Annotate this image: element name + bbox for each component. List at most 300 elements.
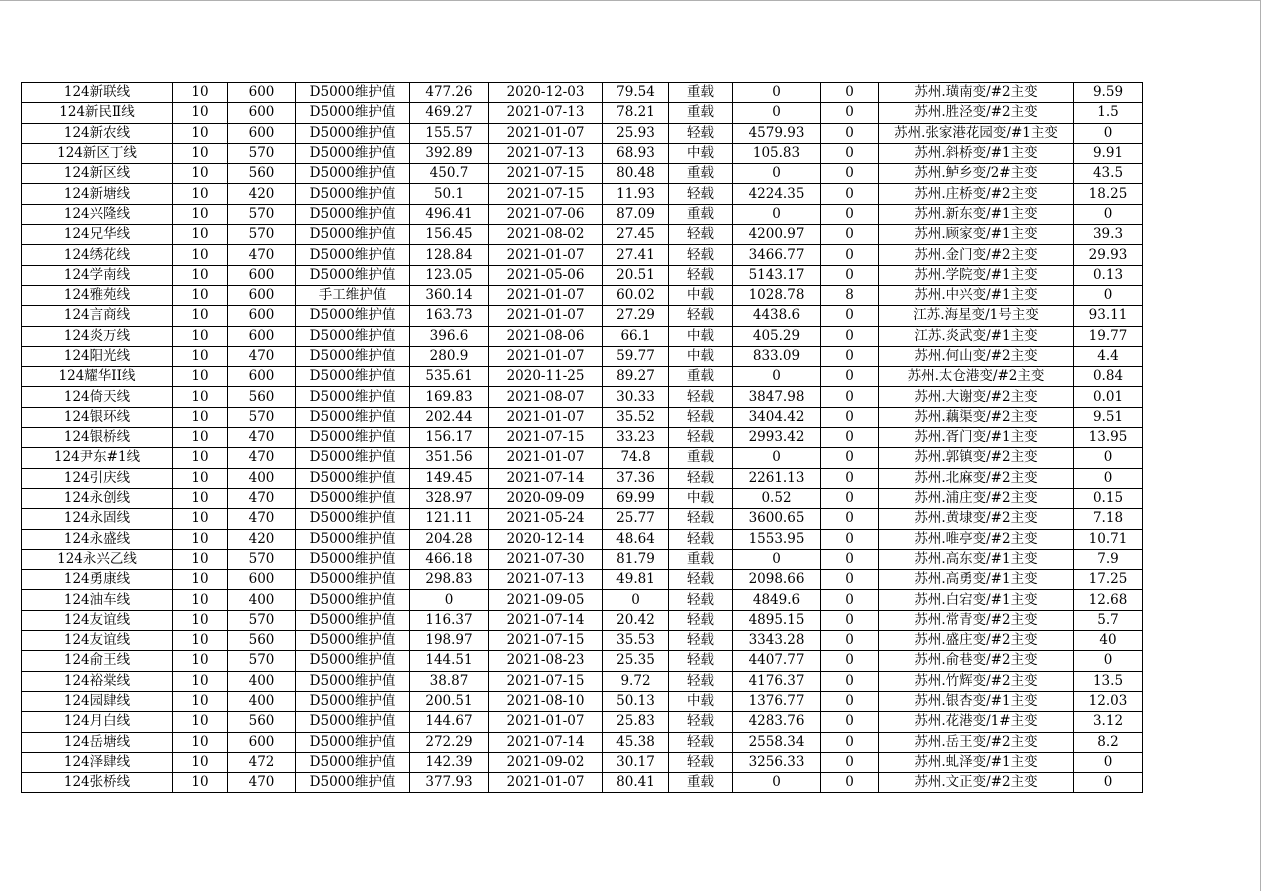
current-cell: 298.83 <box>410 570 489 590</box>
rated-current-cell: 600 <box>228 83 296 103</box>
load-status-cell: 轻载 <box>669 610 733 630</box>
transformer-cell: 苏州.岳王变/#2主变 <box>879 732 1074 752</box>
table-row <box>22 549 1143 569</box>
line-name-cell: 124新塘线 <box>22 184 173 204</box>
transformer-cell: 苏州.北麻变/#2主变 <box>879 468 1074 488</box>
voltage-cell: 10 <box>173 387 228 407</box>
current-cell: 128.84 <box>410 245 489 265</box>
current-cell: 469.27 <box>410 103 489 123</box>
last-value-cell: 0 <box>1074 773 1143 793</box>
spare-capacity-cell: 2993.42 <box>733 428 821 448</box>
load-status-cell: 轻载 <box>669 671 733 691</box>
source-cell: D5000维护值 <box>296 225 410 245</box>
line-name-cell: 124永创线 <box>22 488 173 508</box>
rated-current-cell: 600 <box>228 123 296 143</box>
load-rate-cell: 25.93 <box>603 123 669 143</box>
rated-current-cell: 600 <box>228 732 296 752</box>
line-name-cell: 124新民Ⅱ线 <box>22 103 173 123</box>
count-cell: 0 <box>821 204 879 224</box>
table-row <box>22 529 1143 549</box>
date-cell: 2021-01-07 <box>489 285 603 305</box>
voltage-cell: 10 <box>173 164 228 184</box>
last-value-cell: 17.25 <box>1074 570 1143 590</box>
load-status-cell: 轻载 <box>669 752 733 772</box>
table-row <box>22 712 1143 732</box>
source-cell: D5000维护值 <box>296 346 410 366</box>
load-status-cell: 轻载 <box>669 245 733 265</box>
count-cell: 0 <box>821 590 879 610</box>
load-status-cell: 重载 <box>669 83 733 103</box>
load-status-cell: 轻载 <box>669 631 733 651</box>
transformer-cell: 江苏.海星变/1号主变 <box>879 306 1074 326</box>
last-value-cell: 0.01 <box>1074 387 1143 407</box>
transformer-cell: 苏州.浦庄变/#2主变 <box>879 488 1074 508</box>
last-value-cell: 13.95 <box>1074 428 1143 448</box>
last-value-cell: 0 <box>1074 123 1143 143</box>
count-cell: 0 <box>821 671 879 691</box>
voltage-cell: 10 <box>173 631 228 651</box>
transformer-cell: 苏州.鲈乡变/2#主变 <box>879 164 1074 184</box>
source-cell: D5000维护值 <box>296 448 410 468</box>
line-name-cell: 124阳光线 <box>22 346 173 366</box>
line-name-cell: 124永盛线 <box>22 529 173 549</box>
load-rate-cell: 27.45 <box>603 225 669 245</box>
spare-capacity-cell: 0 <box>733 83 821 103</box>
transformer-cell: 苏州.白宕变/#1主变 <box>879 590 1074 610</box>
rated-current-cell: 400 <box>228 671 296 691</box>
transformer-cell: 苏州.高东变/#1主变 <box>879 549 1074 569</box>
current-cell: 200.51 <box>410 691 489 711</box>
spare-capacity-cell: 105.83 <box>733 143 821 163</box>
last-value-cell: 93.11 <box>1074 306 1143 326</box>
load-status-cell: 重载 <box>669 164 733 184</box>
count-cell: 0 <box>821 306 879 326</box>
transformer-cell: 苏州.藕渠变/#2主变 <box>879 407 1074 427</box>
spare-capacity-cell: 3466.77 <box>733 245 821 265</box>
rated-current-cell: 600 <box>228 285 296 305</box>
rated-current-cell: 570 <box>228 549 296 569</box>
last-value-cell: 0.15 <box>1074 488 1143 508</box>
rated-current-cell: 570 <box>228 407 296 427</box>
spare-capacity-cell: 1376.77 <box>733 691 821 711</box>
count-cell: 0 <box>821 164 879 184</box>
rated-current-cell: 470 <box>228 773 296 793</box>
rated-current-cell: 600 <box>228 265 296 285</box>
transformer-cell: 苏州.俞巷变/#2主变 <box>879 651 1074 671</box>
spare-capacity-cell: 4407.77 <box>733 651 821 671</box>
line-name-cell: 124倚天线 <box>22 387 173 407</box>
load-rate-cell: 27.29 <box>603 306 669 326</box>
load-rate-cell: 50.13 <box>603 691 669 711</box>
transformer-cell: 苏州.文正变/#2主变 <box>879 773 1074 793</box>
transformer-cell: 苏州.斜桥变/#1主变 <box>879 143 1074 163</box>
source-cell: D5000维护值 <box>296 164 410 184</box>
voltage-cell: 10 <box>173 570 228 590</box>
load-status-cell: 轻载 <box>669 570 733 590</box>
load-rate-cell: 37.36 <box>603 468 669 488</box>
rated-current-cell: 600 <box>228 103 296 123</box>
date-cell: 2021-05-06 <box>489 265 603 285</box>
last-value-cell: 3.12 <box>1074 712 1143 732</box>
count-cell: 0 <box>821 468 879 488</box>
current-cell: 202.44 <box>410 407 489 427</box>
voltage-cell: 10 <box>173 143 228 163</box>
rated-current-cell: 470 <box>228 346 296 366</box>
current-cell: 392.89 <box>410 143 489 163</box>
rated-current-cell: 600 <box>228 570 296 590</box>
count-cell: 0 <box>821 367 879 387</box>
voltage-cell: 10 <box>173 285 228 305</box>
date-cell: 2020-09-09 <box>489 488 603 508</box>
load-rate-cell: 74.8 <box>603 448 669 468</box>
table-row <box>22 204 1143 224</box>
line-name-cell: 124友谊线 <box>22 610 173 630</box>
source-cell: D5000维护值 <box>296 691 410 711</box>
date-cell: 2021-07-13 <box>489 570 603 590</box>
current-cell: 149.45 <box>410 468 489 488</box>
table-row <box>22 732 1143 752</box>
last-value-cell: 19.77 <box>1074 326 1143 346</box>
last-value-cell: 0.84 <box>1074 367 1143 387</box>
table-row <box>22 265 1143 285</box>
spare-capacity-cell: 3847.98 <box>733 387 821 407</box>
date-cell: 2021-07-15 <box>489 428 603 448</box>
rated-current-cell: 570 <box>228 225 296 245</box>
voltage-cell: 10 <box>173 529 228 549</box>
last-value-cell: 9.51 <box>1074 407 1143 427</box>
last-value-cell: 5.7 <box>1074 610 1143 630</box>
load-rate-cell: 80.48 <box>603 164 669 184</box>
line-name-cell: 124永固线 <box>22 509 173 529</box>
count-cell: 0 <box>821 103 879 123</box>
transformer-cell: 苏州.大谢变/#2主变 <box>879 387 1074 407</box>
spare-capacity-cell: 5143.17 <box>733 265 821 285</box>
last-value-cell: 8.2 <box>1074 732 1143 752</box>
source-cell: D5000维护值 <box>296 651 410 671</box>
line-name-cell: 124友谊线 <box>22 631 173 651</box>
spare-capacity-cell: 4176.37 <box>733 671 821 691</box>
load-status-cell: 重载 <box>669 204 733 224</box>
current-cell: 38.87 <box>410 671 489 691</box>
count-cell: 0 <box>821 712 879 732</box>
load-rate-cell: 66.1 <box>603 326 669 346</box>
transformer-cell: 苏州.高勇变/#1主变 <box>879 570 1074 590</box>
load-status-cell: 轻载 <box>669 265 733 285</box>
load-rate-cell: 87.09 <box>603 204 669 224</box>
count-cell: 0 <box>821 184 879 204</box>
spare-capacity-cell: 2098.66 <box>733 570 821 590</box>
date-cell: 2021-07-13 <box>489 103 603 123</box>
table-row <box>22 631 1143 651</box>
last-value-cell: 7.18 <box>1074 509 1143 529</box>
current-cell: 142.39 <box>410 752 489 772</box>
voltage-cell: 10 <box>173 326 228 346</box>
rated-current-cell: 600 <box>228 326 296 346</box>
count-cell: 0 <box>821 265 879 285</box>
line-name-cell: 124泽肆线 <box>22 752 173 772</box>
line-name-cell: 124炎万线 <box>22 326 173 346</box>
load-rate-cell: 78.21 <box>603 103 669 123</box>
line-name-cell: 124新联线 <box>22 83 173 103</box>
transformer-cell: 苏州.银杏变/#1主变 <box>879 691 1074 711</box>
count-cell: 0 <box>821 773 879 793</box>
date-cell: 2021-07-15 <box>489 631 603 651</box>
source-cell: D5000维护值 <box>296 529 410 549</box>
date-cell: 2021-07-15 <box>489 671 603 691</box>
line-name-cell: 124银桥线 <box>22 428 173 448</box>
date-cell: 2021-01-07 <box>489 306 603 326</box>
source-cell: D5000维护值 <box>296 407 410 427</box>
current-cell: 450.7 <box>410 164 489 184</box>
rated-current-cell: 400 <box>228 468 296 488</box>
spare-capacity-cell: 2558.34 <box>733 732 821 752</box>
count-cell: 0 <box>821 346 879 366</box>
voltage-cell: 10 <box>173 204 228 224</box>
voltage-cell: 10 <box>173 103 228 123</box>
line-name-cell: 124言商线 <box>22 306 173 326</box>
spare-capacity-cell: 4895.15 <box>733 610 821 630</box>
current-cell: 360.14 <box>410 285 489 305</box>
load-rate-cell: 89.27 <box>603 367 669 387</box>
voltage-cell: 10 <box>173 184 228 204</box>
source-cell: D5000维护值 <box>296 671 410 691</box>
count-cell: 0 <box>821 752 879 772</box>
rated-current-cell: 600 <box>228 367 296 387</box>
load-status-cell: 重载 <box>669 448 733 468</box>
rated-current-cell: 470 <box>228 428 296 448</box>
table-row <box>22 691 1143 711</box>
count-cell: 0 <box>821 509 879 529</box>
table-row <box>22 83 1143 103</box>
current-cell: 121.11 <box>410 509 489 529</box>
line-name-cell: 124新区线 <box>22 164 173 184</box>
rated-current-cell: 570 <box>228 651 296 671</box>
last-value-cell: 4.4 <box>1074 346 1143 366</box>
rated-current-cell: 470 <box>228 488 296 508</box>
table-row <box>22 225 1143 245</box>
rated-current-cell: 570 <box>228 143 296 163</box>
rated-current-cell: 470 <box>228 245 296 265</box>
spare-capacity-cell: 833.09 <box>733 346 821 366</box>
load-status-cell: 中载 <box>669 488 733 508</box>
transformer-cell: 苏州.常青变/#2主变 <box>879 610 1074 630</box>
voltage-cell: 10 <box>173 367 228 387</box>
date-cell: 2021-08-02 <box>489 225 603 245</box>
rated-current-cell: 570 <box>228 610 296 630</box>
voltage-cell: 10 <box>173 245 228 265</box>
load-status-cell: 轻载 <box>669 387 733 407</box>
spare-capacity-cell: 0 <box>733 773 821 793</box>
rated-current-cell: 470 <box>228 509 296 529</box>
count-cell: 0 <box>821 529 879 549</box>
rated-current-cell: 560 <box>228 387 296 407</box>
last-value-cell: 9.91 <box>1074 143 1143 163</box>
load-status-cell: 轻载 <box>669 509 733 529</box>
voltage-cell: 10 <box>173 691 228 711</box>
line-name-cell: 124裕棠线 <box>22 671 173 691</box>
load-status-cell: 重载 <box>669 549 733 569</box>
current-cell: 163.73 <box>410 306 489 326</box>
table-row <box>22 570 1143 590</box>
source-cell: D5000维护值 <box>296 468 410 488</box>
table-row <box>22 428 1143 448</box>
date-cell: 2021-07-30 <box>489 549 603 569</box>
transformer-cell: 苏州.顾家变/#1主变 <box>879 225 1074 245</box>
current-cell: 156.45 <box>410 225 489 245</box>
date-cell: 2021-01-07 <box>489 346 603 366</box>
count-cell: 0 <box>821 549 879 569</box>
voltage-cell: 10 <box>173 448 228 468</box>
current-cell: 0 <box>410 590 489 610</box>
spare-capacity-cell: 4438.6 <box>733 306 821 326</box>
date-cell: 2021-08-10 <box>489 691 603 711</box>
source-cell: D5000维护值 <box>296 143 410 163</box>
last-value-cell: 29.93 <box>1074 245 1143 265</box>
spare-capacity-cell: 3256.33 <box>733 752 821 772</box>
load-status-cell: 轻载 <box>669 184 733 204</box>
source-cell: D5000维护值 <box>296 549 410 569</box>
current-cell: 204.28 <box>410 529 489 549</box>
last-value-cell: 40 <box>1074 631 1143 651</box>
voltage-cell: 10 <box>173 225 228 245</box>
count-cell: 0 <box>821 631 879 651</box>
source-cell: 手工维护值 <box>296 285 410 305</box>
date-cell: 2020-11-25 <box>489 367 603 387</box>
last-value-cell: 9.59 <box>1074 83 1143 103</box>
table-row <box>22 773 1143 793</box>
date-cell: 2021-07-06 <box>489 204 603 224</box>
voltage-cell: 10 <box>173 712 228 732</box>
source-cell: D5000维护值 <box>296 103 410 123</box>
load-rate-cell: 68.93 <box>603 143 669 163</box>
rated-current-cell: 560 <box>228 164 296 184</box>
table-row <box>22 671 1143 691</box>
table-row <box>22 103 1143 123</box>
load-rate-cell: 20.51 <box>603 265 669 285</box>
spare-capacity-cell: 3600.65 <box>733 509 821 529</box>
load-rate-cell: 60.02 <box>603 285 669 305</box>
current-cell: 156.17 <box>410 428 489 448</box>
last-value-cell: 0 <box>1074 204 1143 224</box>
date-cell: 2021-01-07 <box>489 448 603 468</box>
current-cell: 466.18 <box>410 549 489 569</box>
transformer-cell: 苏州.唯亭变/#2主变 <box>879 529 1074 549</box>
voltage-cell: 10 <box>173 752 228 772</box>
spare-capacity-cell: 2261.13 <box>733 468 821 488</box>
load-status-cell: 中载 <box>669 346 733 366</box>
line-name-cell: 124银环线 <box>22 407 173 427</box>
count-cell: 0 <box>821 143 879 163</box>
current-cell: 50.1 <box>410 184 489 204</box>
voltage-cell: 10 <box>173 509 228 529</box>
count-cell: 0 <box>821 610 879 630</box>
table-row <box>22 143 1143 163</box>
last-value-cell: 1.5 <box>1074 103 1143 123</box>
table-row <box>22 326 1143 346</box>
table-row <box>22 123 1143 143</box>
line-name-cell: 124耀华II线 <box>22 367 173 387</box>
date-cell: 2021-07-15 <box>489 164 603 184</box>
table-row <box>22 367 1143 387</box>
source-cell: D5000维护值 <box>296 387 410 407</box>
transformer-cell: 苏州.太仓港变/#2主变 <box>879 367 1074 387</box>
table-row <box>22 488 1143 508</box>
table-row <box>22 509 1143 529</box>
voltage-cell: 10 <box>173 407 228 427</box>
current-cell: 496.41 <box>410 204 489 224</box>
load-status-cell: 中载 <box>669 285 733 305</box>
spare-capacity-cell: 4579.93 <box>733 123 821 143</box>
source-cell: D5000维护值 <box>296 204 410 224</box>
voltage-cell: 10 <box>173 346 228 366</box>
voltage-cell: 10 <box>173 651 228 671</box>
last-value-cell: 7.9 <box>1074 549 1143 569</box>
load-rate-cell: 25.35 <box>603 651 669 671</box>
count-cell: 8 <box>821 285 879 305</box>
source-cell: D5000维护值 <box>296 631 410 651</box>
rated-current-cell: 420 <box>228 529 296 549</box>
rated-current-cell: 400 <box>228 590 296 610</box>
date-cell: 2021-07-15 <box>489 184 603 204</box>
spare-capacity-cell: 0.52 <box>733 488 821 508</box>
date-cell: 2020-12-03 <box>489 83 603 103</box>
transformer-cell: 苏州.花港变/1#主变 <box>879 712 1074 732</box>
line-name-cell: 124雅苑线 <box>22 285 173 305</box>
date-cell: 2021-07-14 <box>489 468 603 488</box>
current-cell: 155.57 <box>410 123 489 143</box>
date-cell: 2021-07-14 <box>489 610 603 630</box>
load-status-cell: 轻载 <box>669 590 733 610</box>
last-value-cell: 13.5 <box>1074 671 1143 691</box>
load-rate-cell: 81.79 <box>603 549 669 569</box>
voltage-cell: 10 <box>173 488 228 508</box>
current-cell: 328.97 <box>410 488 489 508</box>
source-cell: D5000维护值 <box>296 773 410 793</box>
current-cell: 144.67 <box>410 712 489 732</box>
rated-current-cell: 400 <box>228 691 296 711</box>
date-cell: 2021-09-02 <box>489 752 603 772</box>
line-name-cell: 124俞王线 <box>22 651 173 671</box>
source-cell: D5000维护值 <box>296 509 410 529</box>
source-cell: D5000维护值 <box>296 488 410 508</box>
line-name-cell: 124新区丁线 <box>22 143 173 163</box>
count-cell: 0 <box>821 123 879 143</box>
source-cell: D5000维护值 <box>296 83 410 103</box>
date-cell: 2021-05-24 <box>489 509 603 529</box>
load-rate-cell: 11.93 <box>603 184 669 204</box>
count-cell: 0 <box>821 570 879 590</box>
source-cell: D5000维护值 <box>296 326 410 346</box>
source-cell: D5000维护值 <box>296 306 410 326</box>
table-row <box>22 448 1143 468</box>
load-status-cell: 轻载 <box>669 225 733 245</box>
table-row <box>22 752 1143 772</box>
count-cell: 0 <box>821 428 879 448</box>
table-row <box>22 407 1143 427</box>
line-name-cell: 124尹东#1线 <box>22 448 173 468</box>
transformer-cell: 苏州.郭镇变/#2主变 <box>879 448 1074 468</box>
transformer-cell: 苏州.璜南变/#2主变 <box>879 83 1074 103</box>
load-status-cell: 轻载 <box>669 651 733 671</box>
line-name-cell: 124永兴乙线 <box>22 549 173 569</box>
load-status-cell: 中载 <box>669 326 733 346</box>
date-cell: 2021-09-05 <box>489 590 603 610</box>
line-name-cell: 124岳塘线 <box>22 732 173 752</box>
rated-current-cell: 600 <box>228 306 296 326</box>
source-cell: D5000维护值 <box>296 265 410 285</box>
rated-current-cell: 420 <box>228 184 296 204</box>
current-cell: 144.51 <box>410 651 489 671</box>
